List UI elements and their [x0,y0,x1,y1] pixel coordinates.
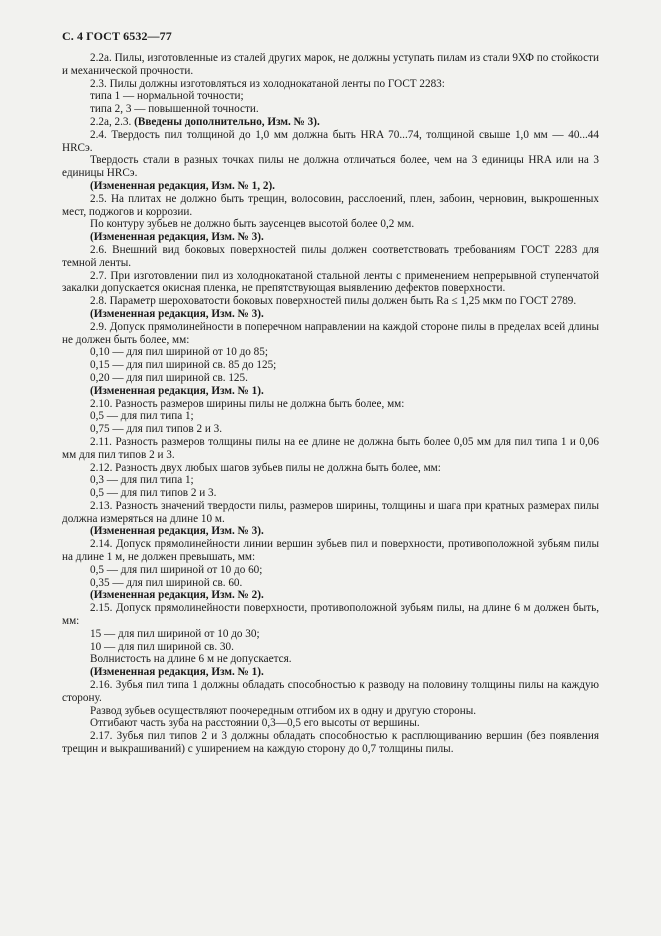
paragraph-text: 0,5 — для пил типа 1; [90,410,194,423]
paragraph-text: 2.2а, 2.3. [90,115,135,128]
paragraph-text: 15 — для пил шириной от 10 до 30; [90,627,260,640]
paragraph-text: 2.8. Параметр шероховатости боковых поверхностей пилы должен быть Ra ≤ 1,25 мкм по ГОСТ 2789. [90,295,577,308]
paragraph [62,564,599,577]
paragraph [62,346,599,359]
paragraph-text: типа 2, 3 — повышенной точности. [90,103,259,116]
paragraph [62,78,599,91]
paragraph-text: Волнистость на длине 6 м не допускается. [90,653,292,666]
paragraph-text: 2.16. Зубья пил типа 1 должны обладать способностью к разводу на половину толщины пилы на каждую сторону. [62,679,599,704]
paragraph-text: 0,35 — для пил шириной св. 60. [90,576,243,589]
paragraph [62,410,599,423]
paragraph [62,398,599,411]
paragraph-text: 2.11. Разность размеров толщины пилы на ее длине не должна быть более 0,05 мм для пил типа 1 и 0,06 мм для пил типов 2 и 3. [62,435,599,461]
paragraph-text: 2.10. Разность размеров ширины пилы не должна быть более, мм: [90,397,405,410]
paragraph [62,129,599,155]
paragraph [62,193,599,219]
paragraph [62,641,599,654]
paragraph [62,500,599,526]
paragraph [62,295,599,308]
paragraph [62,577,599,590]
amendment-note [62,385,599,398]
paragraph [62,90,599,103]
paragraph [62,717,599,730]
paragraph [62,321,599,347]
paragraph-text: Твердость стали в разных точках пилы не должна отличаться более, чем на 3 единицы HRA или на 3 единицы HRCэ. [62,154,599,180]
paragraph-text: типа 1 — нормальной точности; [90,90,244,103]
paragraph [62,244,599,270]
paragraph-text: 2.3. Пилы должны изготовляться из холоднокатаной ленты по ГОСТ 2283: [90,77,445,90]
amendment-note-text: (Измененная редакция, Изм. № 3). [90,307,264,320]
paragraph [62,359,599,372]
paragraph [62,538,599,564]
paragraph-text: 0,75 — для пил типов 2 и 3. [90,423,223,436]
amendment-note-text: (Измененная редакция, Изм. № 2). [90,589,264,602]
paragraph-text: 0,5 — для пил типов 2 и 3. [90,487,217,500]
paragraph [62,436,599,462]
amendment-note [62,308,599,321]
paragraph [62,474,599,487]
paragraph-text: Развод зубьев осуществляют поочередным отгибом их в одну и другую стороны. [90,704,477,717]
paragraph-text: 2.9. Допуск прямолинейности в поперечном направлении на каждой стороне пилы в пределах всей длины не должен быть более, мм: [62,320,599,346]
paragraph-text: 0,20 — для пил шириной св. 125. [90,371,248,384]
paragraph [62,372,599,385]
paragraph-text: 0,10 — для пил шириной от 10 до 85; [90,346,268,359]
paragraph-text: 2.15. Допуск прямолинейности поверхности, противоположной зубьям пилы, на длине 6 м должен быть, мм: [62,602,599,628]
paragraph [62,218,599,231]
amendment-note [62,525,599,538]
paragraph [62,270,599,296]
paragraph [62,705,599,718]
paragraph [62,423,599,436]
paragraph [62,487,599,500]
paragraph [62,628,599,641]
paragraph [62,653,599,666]
page-header: С. 4 ГОСТ 6532—77 [62,29,172,43]
paragraph-text: 10 — для пил шириной св. 30. [90,640,234,653]
paragraph [62,116,599,129]
amendment-note-text: (Измененная редакция, Изм. № 1). [90,666,264,679]
paragraph-text: 2.2а. Пилы, изготовленные из сталей других марок, не должны уступать пилам из стали 9ХФ по стойкости и механической прочности. [62,52,599,77]
paragraph-text: 2.13. Разность значений твердости пилы, размеров ширины, толщины и шага при кратных размерах пилы должна измеряться на длине 10 м. [62,499,599,525]
paragraph [62,679,599,705]
paragraph [62,52,599,78]
paragraph-text: 0,5 — для пил шириной от 10 до 60; [90,563,263,576]
amendment-note [62,666,599,679]
amendment-note [62,231,599,244]
paragraph-text: 2.17. Зубья пил типов 2 и 3 должны обладать способностью к расплющиванию вершин (без появления трещин и выкрашиваний) с уширением на каждую сторону до 0,7 толщины пилы. [62,730,599,756]
paragraph-text: По контуру зубьев не должно быть заусенцев высотой более 0,2 мм. [90,218,415,231]
amendment-note-text: (Измененная редакция, Изм. № 1, 2). [90,179,275,192]
paragraph-text: 2.6. Внешний вид боковых поверхностей пилы должен соответствовать требованиям ГОСТ 2283 для темной ленты. [62,243,599,269]
amendment-note-text: (Измененная редакция, Изм. № 3). [90,231,264,244]
paragraph-text: Отгибают часть зуба на расстоянии 0,3—0,5 его высоты от вершины. [90,717,420,730]
paragraph [62,462,599,475]
document-body [62,52,599,756]
paragraph-text: 2.5. На плитах не должно быть трещин, волосовин, расслоений, плен, забоин, черновин, выкрошенных мест, поджогов и коррозии. [62,192,599,218]
amendment-note-text: (Введены дополнительно, Изм. № 3). [134,115,320,128]
paragraph [62,103,599,116]
paragraph-text: 2.4. Твердость пил толщиной до 1,0 мм должна быть HRA 70...74, толщиной свыше 1,0 мм — 40...44 HRCэ. [62,128,599,154]
paragraph [62,730,599,756]
paragraph [62,154,599,180]
amendment-note-text: (Измененная редакция, Изм. № 3). [90,525,264,538]
paragraph-text: 0,15 — для пил шириной св. 85 до 125; [90,359,277,372]
paragraph-text: 2.14. Допуск прямолинейности линии вершин зубьев пил и поверхности, противоположной зубьям пилы на длине 1 м, не должен превышать, мм: [62,538,599,564]
amendment-note [62,589,599,602]
paragraph-text: 2.7. При изготовлении пил из холоднокатаной стальной ленты с применением непрерывной ступенчатой закалки допускается окисная пленка, не препятствующая выявлению дефектов поверхности. [62,269,599,295]
amendment-note-text: (Измененная редакция, Изм. № 1). [90,384,264,397]
paragraph-text: 0,3 — для пил типа 1; [90,474,194,487]
paragraph [62,602,599,628]
paragraph-text: 2.12. Разность двух любых шагов зубьев пилы не должна быть более, мм: [90,461,441,474]
amendment-note [62,180,599,193]
